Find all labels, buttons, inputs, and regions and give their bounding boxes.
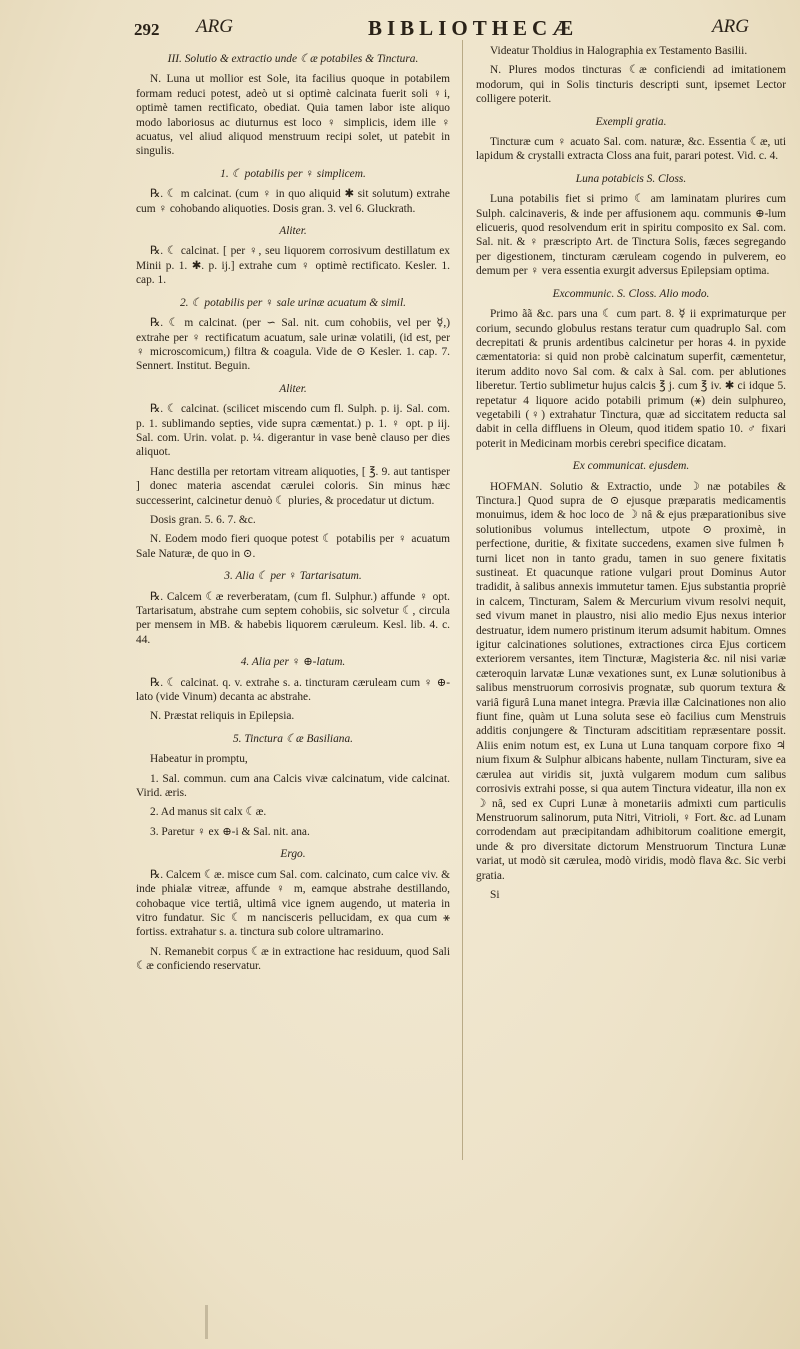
section-heading: Exempli gratia. (595, 115, 667, 128)
paragraph: N. Plures modos tincturas ☾æ conficiendi ad imitationem modorum, qui in Solis tincturis descripti sunt, ipsemet Lector colligere poterit. (476, 64, 786, 106)
paragraph: HOFMAN. Solutio & Extractio, unde ☽ næ potabiles & Tinctura.] Quod supra de ⊙ ejusque præparatis medicamentis monuimus, idem & hoc loco de ☽ nâ & ejus præparationibus sive solutionibus volumus intellectum, utpote ⊙ proximè, in perfectione, duritie, & fixitate succedens, examen sive fulmen ♄ turni licet non in tanto gradu, tamen in suo genere fixitatis sustineat. Et quacunque ratione vulgari prout Dominus Autor tradidit, à salibus annexis immutetur tamen. Ejus substantia propriè in calcem, Tincturam, Salem & Mercurium vivum resolvi nequit, sed vivum manet in plaustro, nisi alio medio Ejus nexus interior destruatur, idem numero pristinum iterum adsumit habitum. Omnes igitur calcinationes solutiones, extractiones circa Ejus corticem exteriorem versantes, item Tincturæ, Magisteria &c. nil nisi variæ cæteroquin larvatæ Lunæ vexationes sunt, ex Lunæ solutionibus à salibus menstruorum corrosivis prognatæ, sub quorum textura & variâ figurâ Luna manet integra. Prævia illæ Calcinationes non alio fiunt fine, quàm ut Luna soluta sese eò facilius cum Menstruis additis conjungere & Tincturam adscititiam repræsentare possit. Aliis enim notum est, ex Luna ut Luna tanquam corpore fixo ♃ nium fixum & Sulphur albicans habente, nullam Tincturam, sive ea cærulea aut viridis sit, juxtà vulgarem modum cum salibus corrosivis extrahi posse, si qua autem Tinctura videatur, illa non ex ☽ nâ, sed ex Cupri Lunæ à monetariis admixti cum particulis Menstruorum salinorum, puta Nitri, Vitrioli, ♀ Fort. &c. ad Lunam corrodendam aut præcipitandam adhibitorum coalitione emergit, unde & pro diversitate dictorum Menstruorum Tinctura Lunæ variat, ut modò sit cærulea, modò viridis, modò flava &c. Sic verbi gratia. (476, 480, 786, 882)
section-heading: 1. ☾ potabilis per ♀ simplicem. (220, 167, 366, 180)
section-heading: Luna potabicis S. Closs. (575, 172, 687, 185)
section-heading: III. Solutio & extractio unde ☾æ potabiles & Tinctura. (167, 53, 419, 65)
paragraph: ℞. Calcem ☾æ. misce cum Sal. com. calcinato, cum calce viv. & inde phialæ vitreæ, affunde ♀ m, eamque abstrahe destillando, cohobaque vice tertiâ, ultimâ vice ignem augendo, ut materia in vitro fundatur. Sic ☾ m nancisceris pellucidam, ex qua cum ⚹ fortiss. extrahatur s. a. tinctura sub colore ultramarino. (136, 868, 450, 939)
catchword-right: ARG (712, 16, 749, 37)
catchword-left: ARG (196, 16, 233, 37)
paragraph: N. Remanebit corpus ☾æ in extractione hac residuum, quod Sali ☾æ conficiendo reservatur. (136, 945, 450, 973)
paragraph: N. Præstat reliquis in Epilepsia. (150, 710, 295, 723)
section-heading: 4. Alia per ♀ ⊕-latum. (240, 656, 346, 669)
right-column (476, 44, 786, 907)
paragraph: 1. Sal. commun. cum ana Calcis vivæ calcinatum, vide calcinat. Virid. æris. (136, 772, 450, 800)
paragraph: Hanc destilla per retortam vitream aliquoties, [ ℥. 9. aut tantisper ] donec materia ascendat cærulei coloris. Sin minus hæc successerint, calcinetur denuò ☾ pluries, & procedatur ut dictum. (136, 465, 450, 507)
paragraph: 2. Ad manus sit calx ☾æ. (150, 806, 267, 819)
paragraph: Si (490, 888, 500, 901)
section-heading: Excommunic. S. Closs. Alio modo. (552, 287, 710, 300)
paragraph: Videatur Tholdius in Halographia ex Testamento Basilii. (490, 45, 748, 57)
paragraph: ℞. ☾ m calcinat. (cum ♀ in quo aliquid ✱ sit solutum) extrahe cum ♀ cohobando aliquoties. Dosis gran. 3. vel 6. Gluckrath. (136, 188, 450, 215)
paragraph: ℞. ☾ calcinat. [ per ♀, seu liquorem corrosivum destillatum ex Minii p. 1. ✱. p. ij.] extrahe cum ♀ optimè rectificato. Kesler. 1. cap. 1. (136, 245, 450, 287)
section-heading: 3. Alia ☾ per ♀ Tartarisatum. (224, 570, 362, 583)
section-heading: 2. ☾ potabilis per ♀ sale urinæ acuatum & simil. (179, 296, 406, 309)
paragraph: 3. Paretur ♀ ex ⊕-i & Sal. nit. ana. (150, 825, 310, 838)
paragraph: N. Luna ut mollior est Sole, ita facilius quoque in potabilem formam reduci potest, adeò ut si optimè calcinata fuerit soli ♀i, optimè tamen rectificato, obediat. Quia tamen labor iste aliquo modo laboriosus ac diuturnus est loco ♀ simplicis, idem ille ♀ acuatus, vel aliud aliquod menstruum recipi solet, ut patebit in singulis. (136, 73, 450, 158)
paragraph: Luna potabilis fiet si primo ☾ am laminatam plurires cum Sulph. calcinaveris, & inde per affusionem aqu. communis ⊕-lum elicueris, quod resolvendum erit in spiritu composito ex Sal. com. Sal. nit. & ♀ præscripto Art. de Tinctura Solis, fæces segregando per digestionem, tincturam cæruleam cogendo in pulverem, eo demum per ♀ vera essentia exurgit adversus Epilepsiam optima. (476, 193, 786, 278)
section-heading: Ergo. (280, 848, 306, 861)
paragraph: Dosis gran. 5. 6. 7. &c. (150, 513, 256, 526)
section-heading: Ex communicat. ejusdem. (572, 460, 690, 473)
paper-stain (205, 1305, 208, 1339)
paragraph: Habeatur in promptu, (150, 753, 248, 766)
section-heading: 5. Tinctura ☾æ Basiliana. (232, 732, 354, 745)
paragraph: Primo ãã &c. pars una ☾ cum part. 8. ☿ ii exprimaturque per corium, secundo globulus restans teratur cum quadruplo Sal. com decrepitati & prunis ardentibus calcinetur per horas 4. in pyxide cæmentatoria: si quid non probè calcinatum superfit, cæmentetur, iterum addito novo Sal com. & calx à Sal. com. per ablutiones liberetur. Tertio sublimetur hujus calcis ℥ j. cum ℥ iv. ✱ ci idque 5. repetatur 4 liquore acido potabili primum (⚹) dein sulphureo, vegetabili (♀) extrahatur Tinctura, quæ ad siccitatem reducta sal dabit in cella diffluens in Oleum, quod itidem spatio 10. ♂ fixari poterit in Medicinam morbis cerebri specifice dicatam. (476, 308, 786, 450)
section-heading: Aliter. (279, 382, 307, 395)
paragraph: ℞. ☾ calcinat. (scilicet miscendo cum fl. Sulph. p. ij. Sal. com. p. 1. sublimando septies, vide supra cæmentat.) p. 1. ♀ opt. p iij. Sal. com. Urin. volat. p. ¼. digerantur in vase benè clauso per dies aliquot. (136, 403, 450, 459)
section-heading: Aliter. (279, 225, 307, 238)
running-header (0, 8, 800, 38)
paragraph: N. Eodem modo fieri quoque potest ☾ potabilis per ♀ acuatum Sale Naturæ, de quo in ⊙. (136, 533, 450, 560)
paragraph: ℞. ☾ calcinat. q. v. extrahe s. a. tincturam cæruleam cum ♀ ⊕-lato (vide Vinum) decanta ac abstrahe. (136, 676, 450, 704)
column-divider (462, 40, 463, 1160)
paragraph: Tincturæ cum ♀ acuato Sal. com. naturæ, &c. Essentia ☾æ, uti lapidum & crystalli extracta Closs ana fuit, parari potest. Vid. c. 4. (476, 136, 786, 163)
left-column (136, 44, 450, 979)
paragraph: ℞. Calcem ☾æ reverberatam, (cum fl. Sulphur.) affunde ♀ opt. Tartarisatum, abstrahe cum septem cohobiis, sic solvetur ☾, circula per mensem in MB. & habebis liquorem cæruleum. Kesl. lib. 4. c. 44. (136, 590, 450, 646)
running-title: BIBLIOTHECÆ (368, 16, 579, 40)
paragraph: ℞. ☾ m calcinat. (per ∽ Sal. nit. cum cohobiis, vel per ☿,) extrahe per ♀ rectificatum acuatum, sale urinæ volatili, (id est, per ♀ microscomicum,) filtra & coagula. Vide de ⊙ Kesler. 1. cap. 7. Sennert. Institut. Beguin. (136, 317, 450, 373)
page-number: 292 (134, 20, 160, 39)
